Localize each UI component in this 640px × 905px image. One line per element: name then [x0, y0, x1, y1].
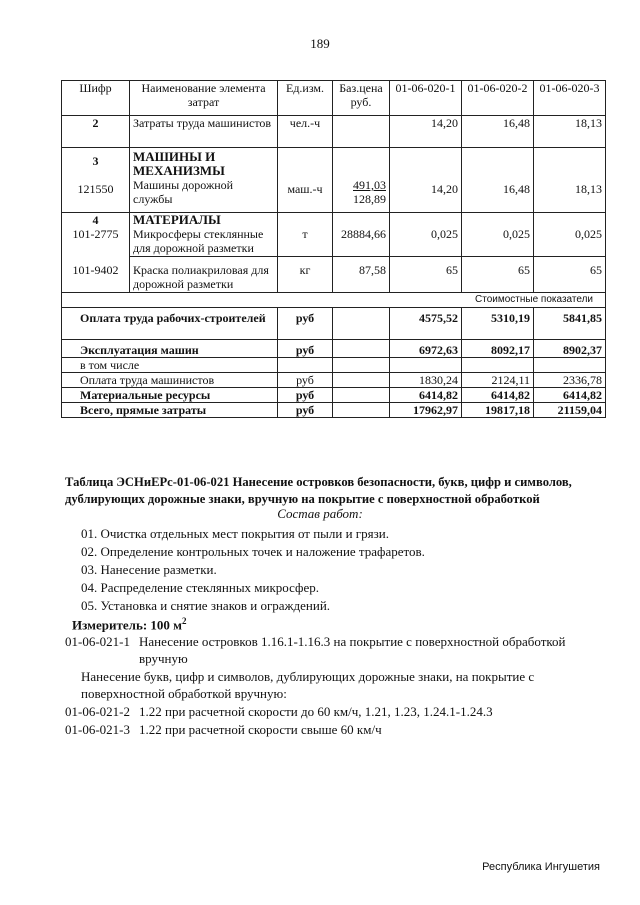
row-name: Микросферы стеклянные для дорожной разметки: [130, 227, 278, 257]
section-title: Таблица ЭСНиЕРс-01-06-021 Нанесение островков безопасности, букв, цифр и символов, дублирующих дорожные знаки, вручную на покрытие с поверхностной обработкой: [65, 475, 572, 506]
item-row: [65, 704, 493, 720]
header-col-2: 01-06-020-2: [462, 81, 534, 116]
work-step: 05. Установка и снятие знаков и ограждений.: [81, 598, 331, 613]
item-code: 01-06-021-1: [65, 634, 130, 649]
header-col-1: 01-06-020-1: [390, 81, 462, 116]
summary-value-1: 6972,63: [390, 340, 462, 358]
group-text: поверхностной обработкой вручную:: [81, 686, 287, 701]
summary-value-3: 2336,78: [534, 373, 606, 388]
row-unit: чел.-ч: [278, 116, 333, 148]
row-name: МАШИНЫ И МЕХАНИЗМЫ: [130, 148, 278, 179]
row-value-3: 0,025: [534, 227, 606, 257]
summary-value-1: 4575,52: [390, 308, 462, 340]
composition-heading: Состав работ:: [277, 506, 363, 521]
summary-unit: руб: [278, 340, 333, 358]
table-row: [62, 227, 606, 257]
row-value-3: 18,13: [534, 116, 606, 148]
work-step: 03. Нанесение разметки.: [81, 562, 217, 577]
row-unit: кг: [278, 257, 333, 293]
summary-value-1: 17962,97: [390, 403, 462, 418]
row-code: 101-2775: [62, 227, 130, 257]
summary-unit: руб: [278, 388, 333, 403]
row-value-1: 14,20: [390, 178, 462, 212]
table-row: [62, 257, 606, 293]
row-name: Краска полиакриловая для дорожной разметки: [130, 257, 278, 293]
indicators-label: Стоимостные показатели: [62, 293, 606, 308]
row-code: 3: [62, 148, 130, 179]
item-row: [65, 722, 382, 738]
item-code: 01-06-021-3: [65, 722, 130, 737]
row-value-2: 0,025: [462, 227, 534, 257]
row-code: 101-9402: [62, 257, 130, 293]
header-col-3: 01-06-020-3: [534, 81, 606, 116]
row-name: Машины дорожной службы: [130, 178, 278, 212]
summary-name: Материальные ресурсы: [62, 388, 278, 403]
summary-name: Оплата труда машинистов: [62, 373, 278, 388]
price-value: 491,03: [353, 178, 386, 192]
footer-region: Республика Ингушетия: [482, 861, 600, 873]
header-unit: Ед.изм.: [278, 81, 333, 116]
row-value-3: 18,13: [534, 178, 606, 212]
summary-unit: руб: [278, 373, 333, 388]
row-value-2: 16,48: [462, 178, 534, 212]
table-row: [62, 116, 606, 148]
row-value-2: 65: [462, 257, 534, 293]
summary-row: [62, 403, 606, 418]
resource-table: [61, 80, 606, 418]
summary-value-2: 2124,11: [462, 373, 534, 388]
summary-name: Всего, прямые затраты: [62, 403, 278, 418]
measure-label: Измеритель: 100 $м^2$: [72, 616, 187, 633]
row-name: МАТЕРИАЛЫ: [130, 212, 278, 227]
row-value-1: 65: [390, 257, 462, 293]
work-step: 01. Очистка отдельных мест покрытия от пыли и грязи.: [81, 526, 389, 541]
row-value-1: 14,20: [390, 116, 462, 148]
summary-value-3: 8902,37: [534, 340, 606, 358]
summary-value-2: 19817,18: [462, 403, 534, 418]
table-row: [62, 178, 606, 212]
header-name: Наименование элемента затрат: [130, 81, 278, 116]
row-name: Затраты труда машинистов: [130, 116, 278, 148]
page-number: 189: [310, 36, 330, 51]
summary-value-2: 5310,19: [462, 308, 534, 340]
summary-value-1: 6414,82: [390, 388, 462, 403]
summary-row: [62, 340, 606, 358]
item-text-continuation: вручную: [139, 651, 188, 666]
summary-value-1: 1830,24: [390, 373, 462, 388]
row-value-1: 0,025: [390, 227, 462, 257]
summary-unit: руб: [278, 403, 333, 418]
item-text: 1.22 при расчетной скорости свыше 60 км/ч: [139, 722, 382, 737]
summary-name: Оплата труда рабочих-строителей: [62, 308, 278, 340]
summary-value-2: 8092,17: [462, 340, 534, 358]
row-code: 2: [62, 116, 130, 148]
summary-value-3: 21159,04: [534, 403, 606, 418]
summary-value-3: 5841,85: [534, 308, 606, 340]
summary-row: [62, 388, 606, 403]
item-code: 01-06-021-2: [65, 704, 130, 719]
summary-row: [62, 358, 606, 373]
summary-row: [62, 308, 606, 340]
item-text: 1.22 при расчетной скорости до 60 км/ч, 1.21, 1.23, 1.24.1-1.24.3: [139, 704, 493, 719]
item-row: [65, 634, 566, 650]
row-value-3: 65: [534, 257, 606, 293]
summary-value-2: 6414,82: [462, 388, 534, 403]
price-value: 128,89: [353, 192, 386, 206]
row-price: [333, 178, 390, 212]
table-row: [62, 148, 606, 179]
work-step: 04. Распределение стеклянных микросфер.: [81, 580, 319, 595]
row-code: 121550: [62, 178, 130, 212]
summary-unit: руб: [278, 308, 333, 340]
summary-row: [62, 373, 606, 388]
table-header-row: [62, 81, 606, 116]
item-text: Нанесение островков 1.16.1-1.16.3 на покрытие с поверхностной обработкой: [139, 634, 566, 649]
row-price: [333, 116, 390, 148]
summary-name: Эксплуатация машин: [62, 340, 278, 358]
work-step: 02. Определение контрольных точек и наложение трафаретов.: [81, 544, 425, 559]
indicators-row: [62, 293, 606, 308]
summary-name: в том числе: [62, 358, 278, 373]
row-price: 28884,66: [333, 227, 390, 257]
row-unit: маш.-ч: [278, 178, 333, 212]
row-value-2: 16,48: [462, 116, 534, 148]
row-unit: т: [278, 227, 333, 257]
group-text: Нанесение букв, цифр и символов, дублирующих дорожные знаки, на покрытие с: [81, 669, 535, 684]
summary-value-3: 6414,82: [534, 388, 606, 403]
table-row: [62, 212, 606, 227]
header-code: Шифр: [62, 81, 130, 116]
header-price: Баз.цена руб.: [333, 81, 390, 116]
row-price: 87,58: [333, 257, 390, 293]
row-code: 4: [62, 212, 130, 227]
